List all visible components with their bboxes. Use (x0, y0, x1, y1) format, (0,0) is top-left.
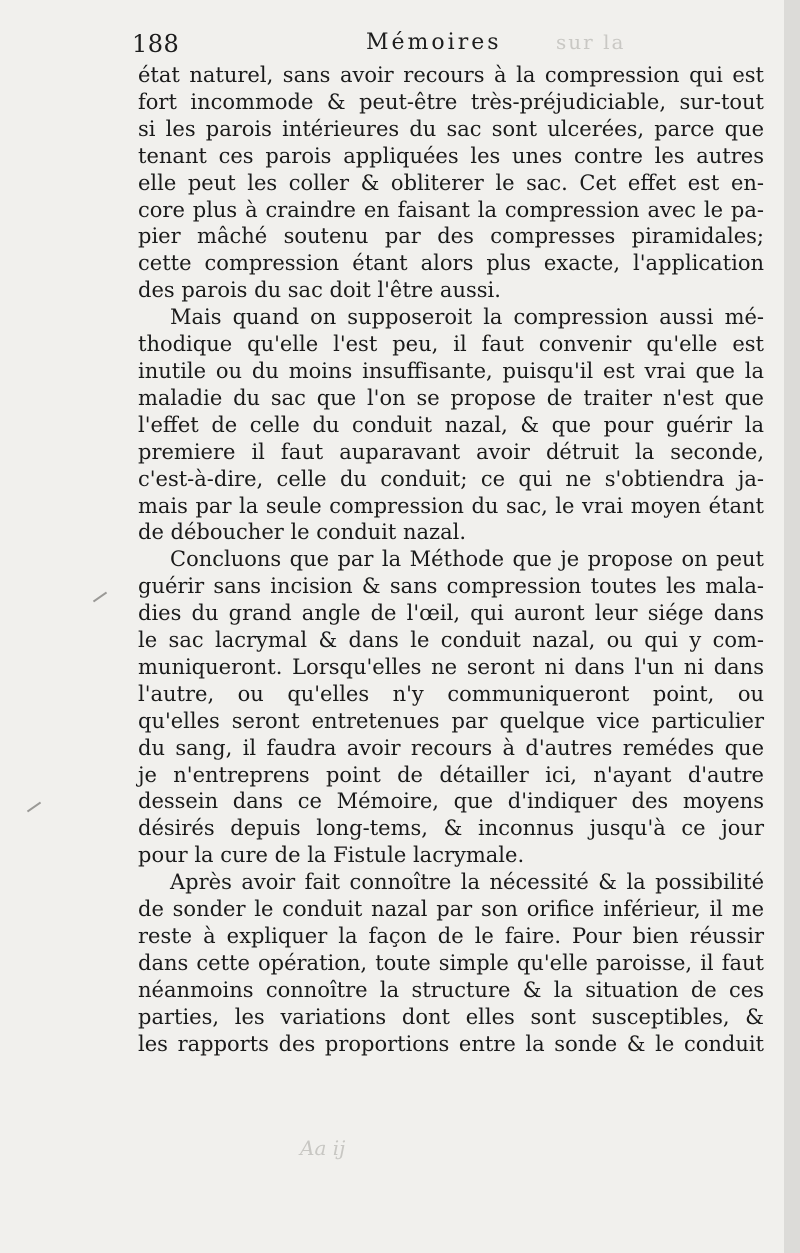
text-line: reste à expliquer la façon de le faire. Pour bien réussir (138, 924, 764, 948)
text-line: je n'entreprens point de détailler ici, n'ayant d'autre (138, 762, 764, 787)
text-line: de déboucher le conduit nazal. (138, 520, 467, 545)
text-line: le sac lacrymal & dans le conduit nazal, ou qui y com- (138, 628, 764, 653)
text-line: guérir sans incision & sans compression toutes les mala- (138, 574, 764, 599)
text-line: l'effet de celle du conduit nazal, & que pour guérir la (138, 412, 764, 437)
text-line: de sonder le conduit nazal par son orifice inférieur, il me (138, 897, 764, 922)
text-line: pour la cure de la Fistule lacrymale. (138, 843, 525, 868)
page-header (0, 28, 784, 64)
text-line: muniqueront. Lorsqu'elles ne seront ni dans l'un ni dans (138, 654, 764, 679)
text-line: dies du grand angle de l'œil, qui auront leur siége dans (138, 601, 764, 626)
text-line: les rapports des proportions entre la sonde & le conduit (138, 1031, 764, 1056)
text-line: c'est-à-dire, celle du conduit; ce qui ne s'obtiendra ja- (138, 466, 764, 491)
paragraph-start: Après avoir fait connoître la nécessité & la possibilité (170, 870, 764, 895)
page-number: 188 (132, 30, 180, 58)
signature-mark: Aa ij (300, 1136, 346, 1160)
paragraph-start: Mais quand on supposeroit la compression aussi mé- (170, 305, 764, 330)
text-line: tenant ces parois appliquées les unes contre les autres (138, 143, 764, 168)
text-line: elle peut les coller & obliterer le sac. Cet effet est en- (138, 170, 764, 195)
text-line: l'autre, ou qu'elles n'y communiqueront point, ou (138, 681, 764, 706)
text-line: parties, les variations dont elles sont susceptibles, & (138, 1004, 764, 1029)
text-line: dans cette opération, toute simple qu'elle paroisse, il faut (138, 950, 764, 975)
text-line: néanmoins connoître la structure & la situation de ces (138, 977, 764, 1002)
text-line: cette compression étant alors plus exacte, l'application (138, 251, 764, 276)
text-line: core plus à craindre en faisant la compression avec le pa- (138, 197, 764, 222)
text-line: des parois du sac doit l'être aussi. (138, 278, 501, 303)
text-line: désirés depuis long-tems, & inconnus jusqu'à ce jour (138, 816, 764, 841)
text-line: qu'elles seront entretenues par quelque vice particulier (138, 708, 764, 733)
text-line: fort incommode & peut-être très-préjudiciable, sur-tout (138, 89, 764, 114)
text-line: maladie du sac que l'on se propose de traiter n'est que (138, 385, 764, 410)
text-line: dessein dans ce Mémoire, que d'indiquer des moyens (138, 789, 764, 814)
page-edge (784, 0, 800, 1253)
text-line: inutile ou du moins insuffisante, puisqu'il est vrai que la (138, 358, 764, 383)
text-line: thodique qu'elle l'est peu, il faut convenir qu'elle est (138, 332, 764, 357)
paragraph-start: Concluons que par la Méthode que je propose on peut (170, 547, 764, 572)
running-head: Mémoires (366, 30, 502, 55)
text-line: mais par la seule compression du sac, le vrai moyen étant (138, 493, 764, 518)
text-line: du sang, il faudra avoir recours à d'autres remédes que (138, 735, 764, 760)
bleed-through-head: sur la (556, 30, 626, 54)
body-text (138, 62, 764, 1058)
text-line: état naturel, sans avoir recours à la compression qui est (138, 63, 764, 87)
text-line: si les parois intérieures du sac sont ulcerées, parce que (138, 116, 764, 141)
text-line: pier mâché soutenu par des compresses piramidales; (138, 224, 764, 249)
text-line: premiere il faut auparavant avoir détruit la seconde, (138, 439, 764, 464)
